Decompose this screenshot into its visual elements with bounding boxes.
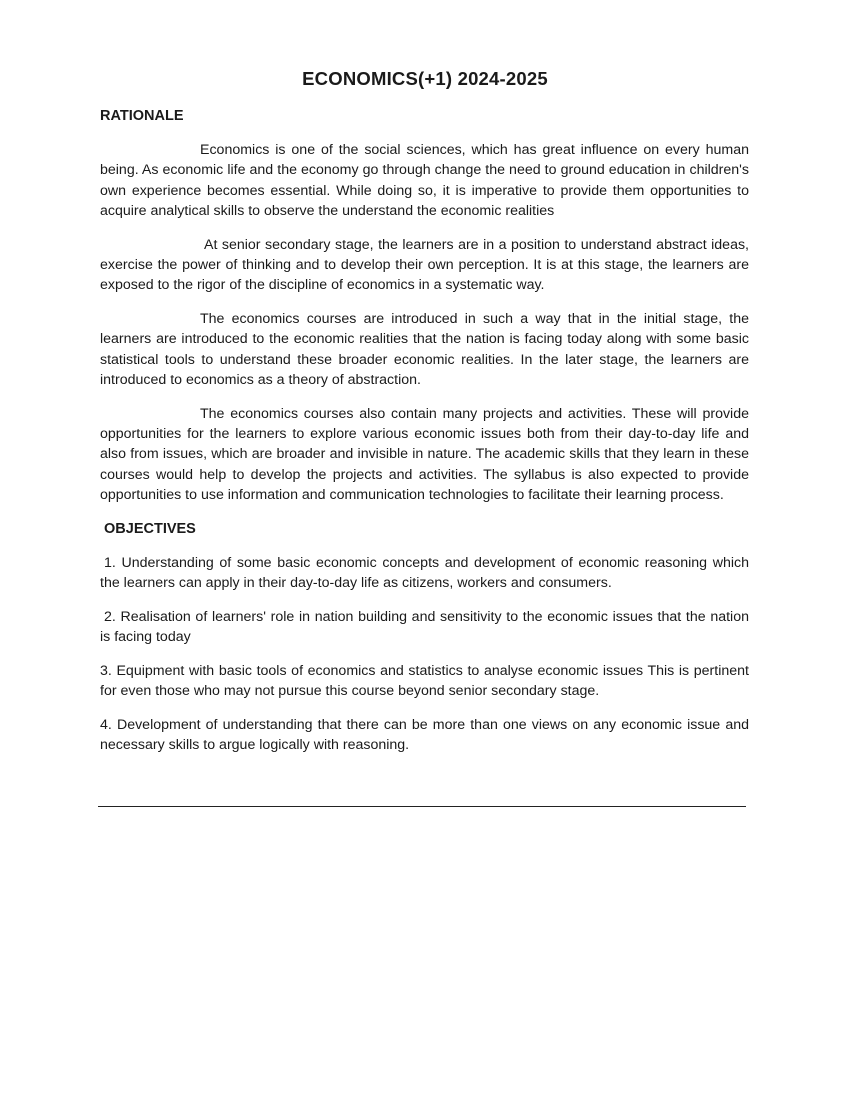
rationale-paragraph-2: At senior secondary stage, the learners are in a position to understand abstract ideas, exercise the power of thinking and to develop their own perception. It is at this stage, the learners are exposed to the rigor of the discipline of economics in a systematic way.	[100, 236, 749, 294]
document-body	[100, 106, 749, 769]
rationale-paragraph-3: The economics courses are introduced in such a way that in the initial stage, the learners are introduced to the economic realities that the nation is facing today along with some basic statistical tools to understand these broader economic realities. In the later stage, the learners are introduced to economics as a theory of abstraction.	[100, 311, 749, 388]
rationale-section	[100, 140, 749, 505]
rationale-paragraph-1: Economics is one of the social sciences, which has great influence on every human being. As economic life and the economy go through change the need to ground education in children's own experience becomes essential. While doing so, it is imperative to provide them opportunities to acquire analytical skills to observe the understand the economic realities	[100, 142, 749, 219]
objectives-heading: OBJECTIVES	[104, 520, 196, 537]
rationale-paragraph-4: The economics courses also contain many projects and activities. These will provide opportunities for the learners to explore various economic issues both from their day-to-day life and also from issues, which are broader and invisible in nature. The academic skills that they learn in these courses would help to develop the projects and activities. The syllabus is also expected to provide opportunities to use information and communication technologies to facilitate their learning process.	[100, 405, 749, 503]
section-divider	[98, 806, 746, 807]
document-title: ECONOMICS(+1) 2024-2025	[302, 68, 548, 89]
objective-item-3: 3. Equipment with basic tools of economics and statistics to analyse economic issues This is pertinent for even those who may not pursue this course beyond senior secondary stage.	[100, 662, 749, 700]
objective-item-1: 1. Understanding of some basic economic concepts and development of economic reasoning which the learners can apply in their day-to-day life as citizens, workers and consumers.	[100, 554, 749, 592]
objective-item-4: 4. Development of understanding that there can be more than one views on any economic issue and necessary skills to argue logically with reasoning.	[100, 717, 749, 754]
objectives-section	[100, 553, 749, 756]
objective-item-2: 2. Realisation of learners' role in nation building and sensitivity to the economic issues that the nation is facing today	[100, 608, 749, 646]
rationale-heading: RATIONALE	[100, 108, 184, 124]
objectives-list	[100, 553, 749, 756]
